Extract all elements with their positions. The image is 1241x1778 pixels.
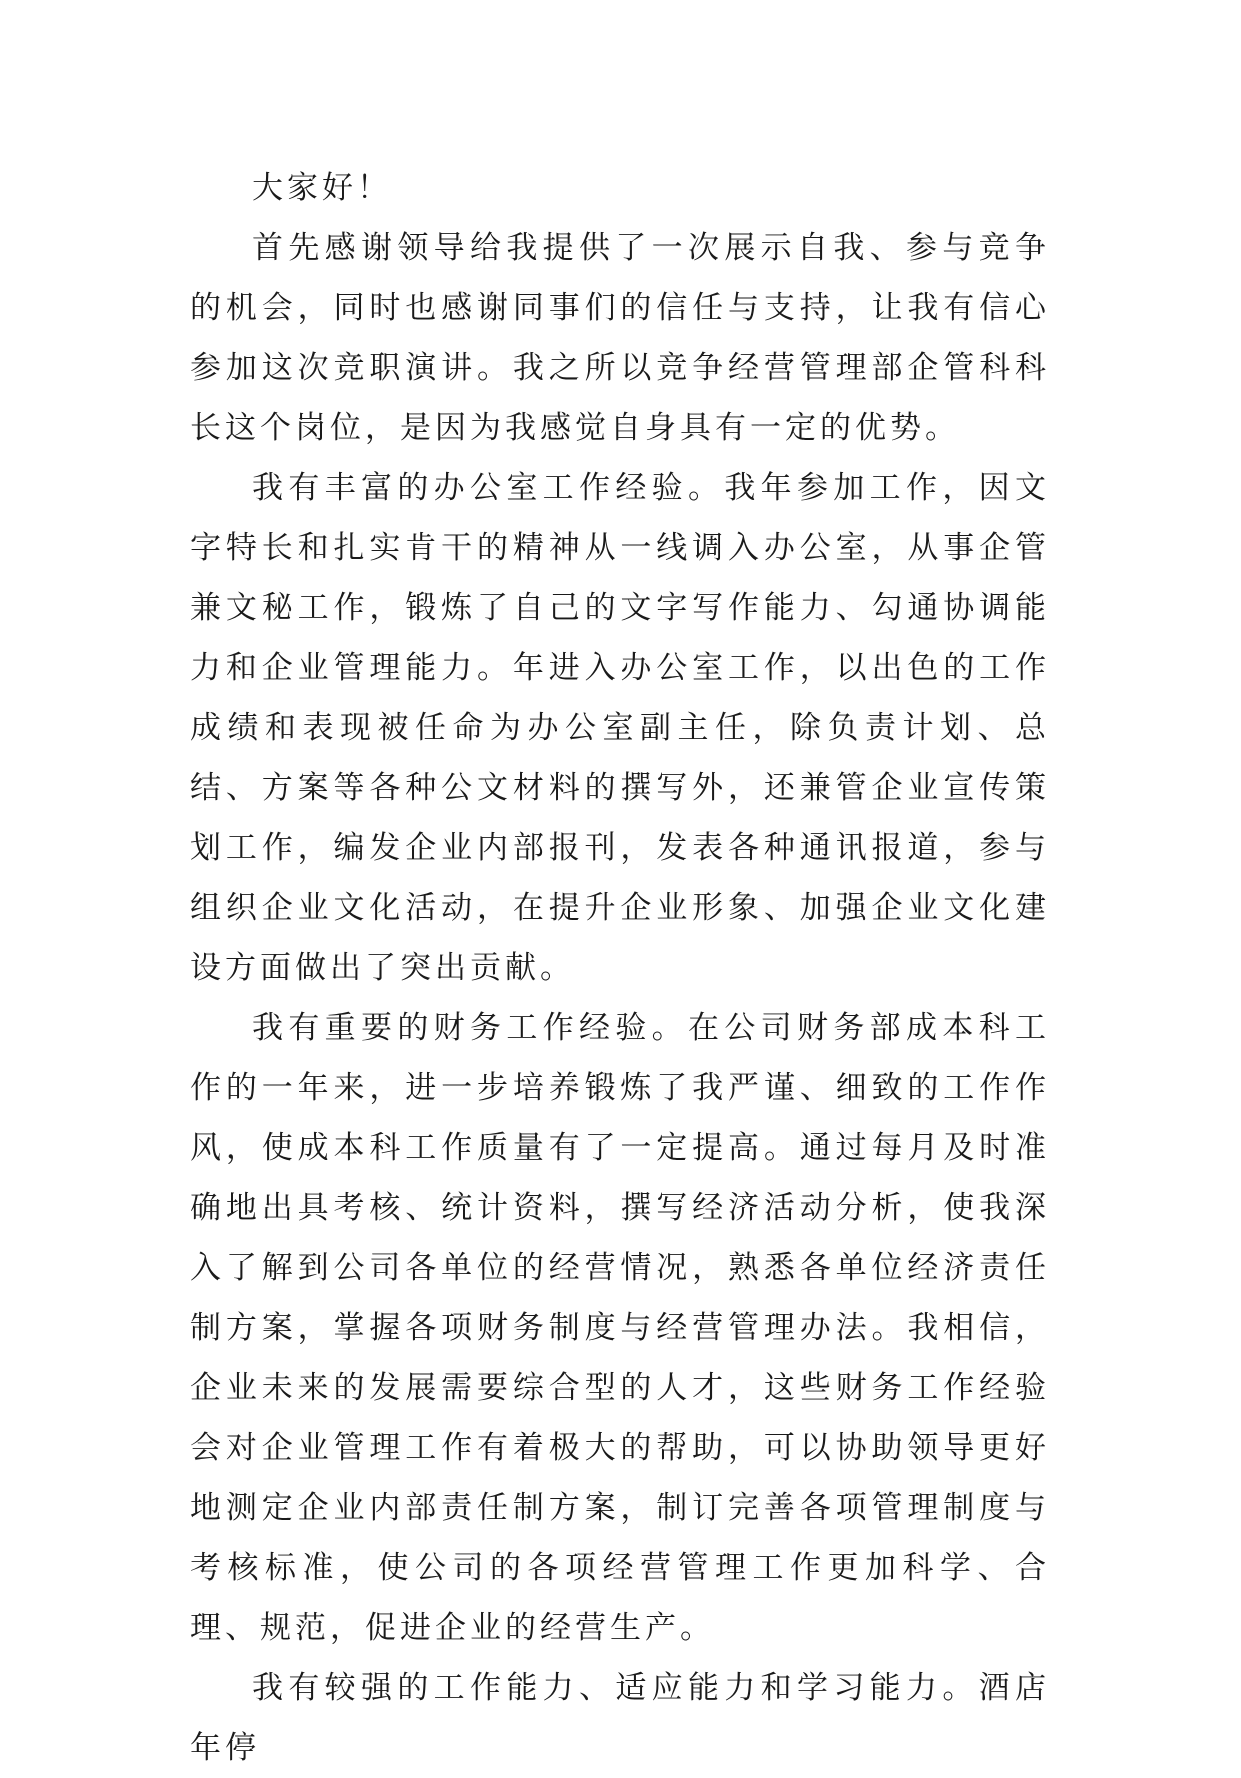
paragraph-greeting: 大家好！ <box>252 170 392 206</box>
paragraph-finance-experience: 我有重要的财务工作经验。在公司财务部成本科工作的一年来，进一步培养锻炼了我严谨、细致的工作作风，使成本科工作质量有了一定提高。通过每月及时准确地出具考核、统计资料，撰写经济活动分析，使我深入了解到公司各单位的经营情况，熟悉各单位经济责任制方案，掌握各项财务制度与经营管理办法。我相信，企业未来的发展需要综合型的人才，这些财务工作经验会对企业管理工作有着极大的帮助，可以协助领导更好地测定企业内部责任制方案，制订完善各项管理制度与考核标准，使公司的各项经营管理工作更加科学、合理、规范，促进企业的经营生产。 <box>190 1010 1050 1646</box>
document-body <box>190 158 1050 1778</box>
paragraph-office-experience: 我有丰富的办公室工作经验。我年参加工作，因文字特长和扎实肯干的精神从一线调入办公室，从事企管兼文秘工作，锻炼了自己的文字写作能力、勾通协调能力和企业管理能力。年进入办公室工作，以出色的工作成绩和表现被任命为办公室副主任，除负责计划、总结、方案等各种公文材料的撰写外，还兼管企业宣传策划工作，编发企业内部报刊，发表各种通讯报道，参与组织企业文化活动，在提升企业形象、加强企业文化建设方面做出了突出贡献。 <box>190 470 1050 986</box>
paragraph-abilities: 我有较强的工作能力、适应能力和学习能力。酒店年停 <box>190 1670 1050 1766</box>
paragraph-introduction: 首先感谢领导给我提供了一次展示自我、参与竞争的机会，同时也感谢同事们的信任与支持，让我有信心参加这次竞职演讲。我之所以竞争经营管理部企管科科长这个岗位，是因为我感觉自身具有一定的优势。 <box>190 230 1050 446</box>
